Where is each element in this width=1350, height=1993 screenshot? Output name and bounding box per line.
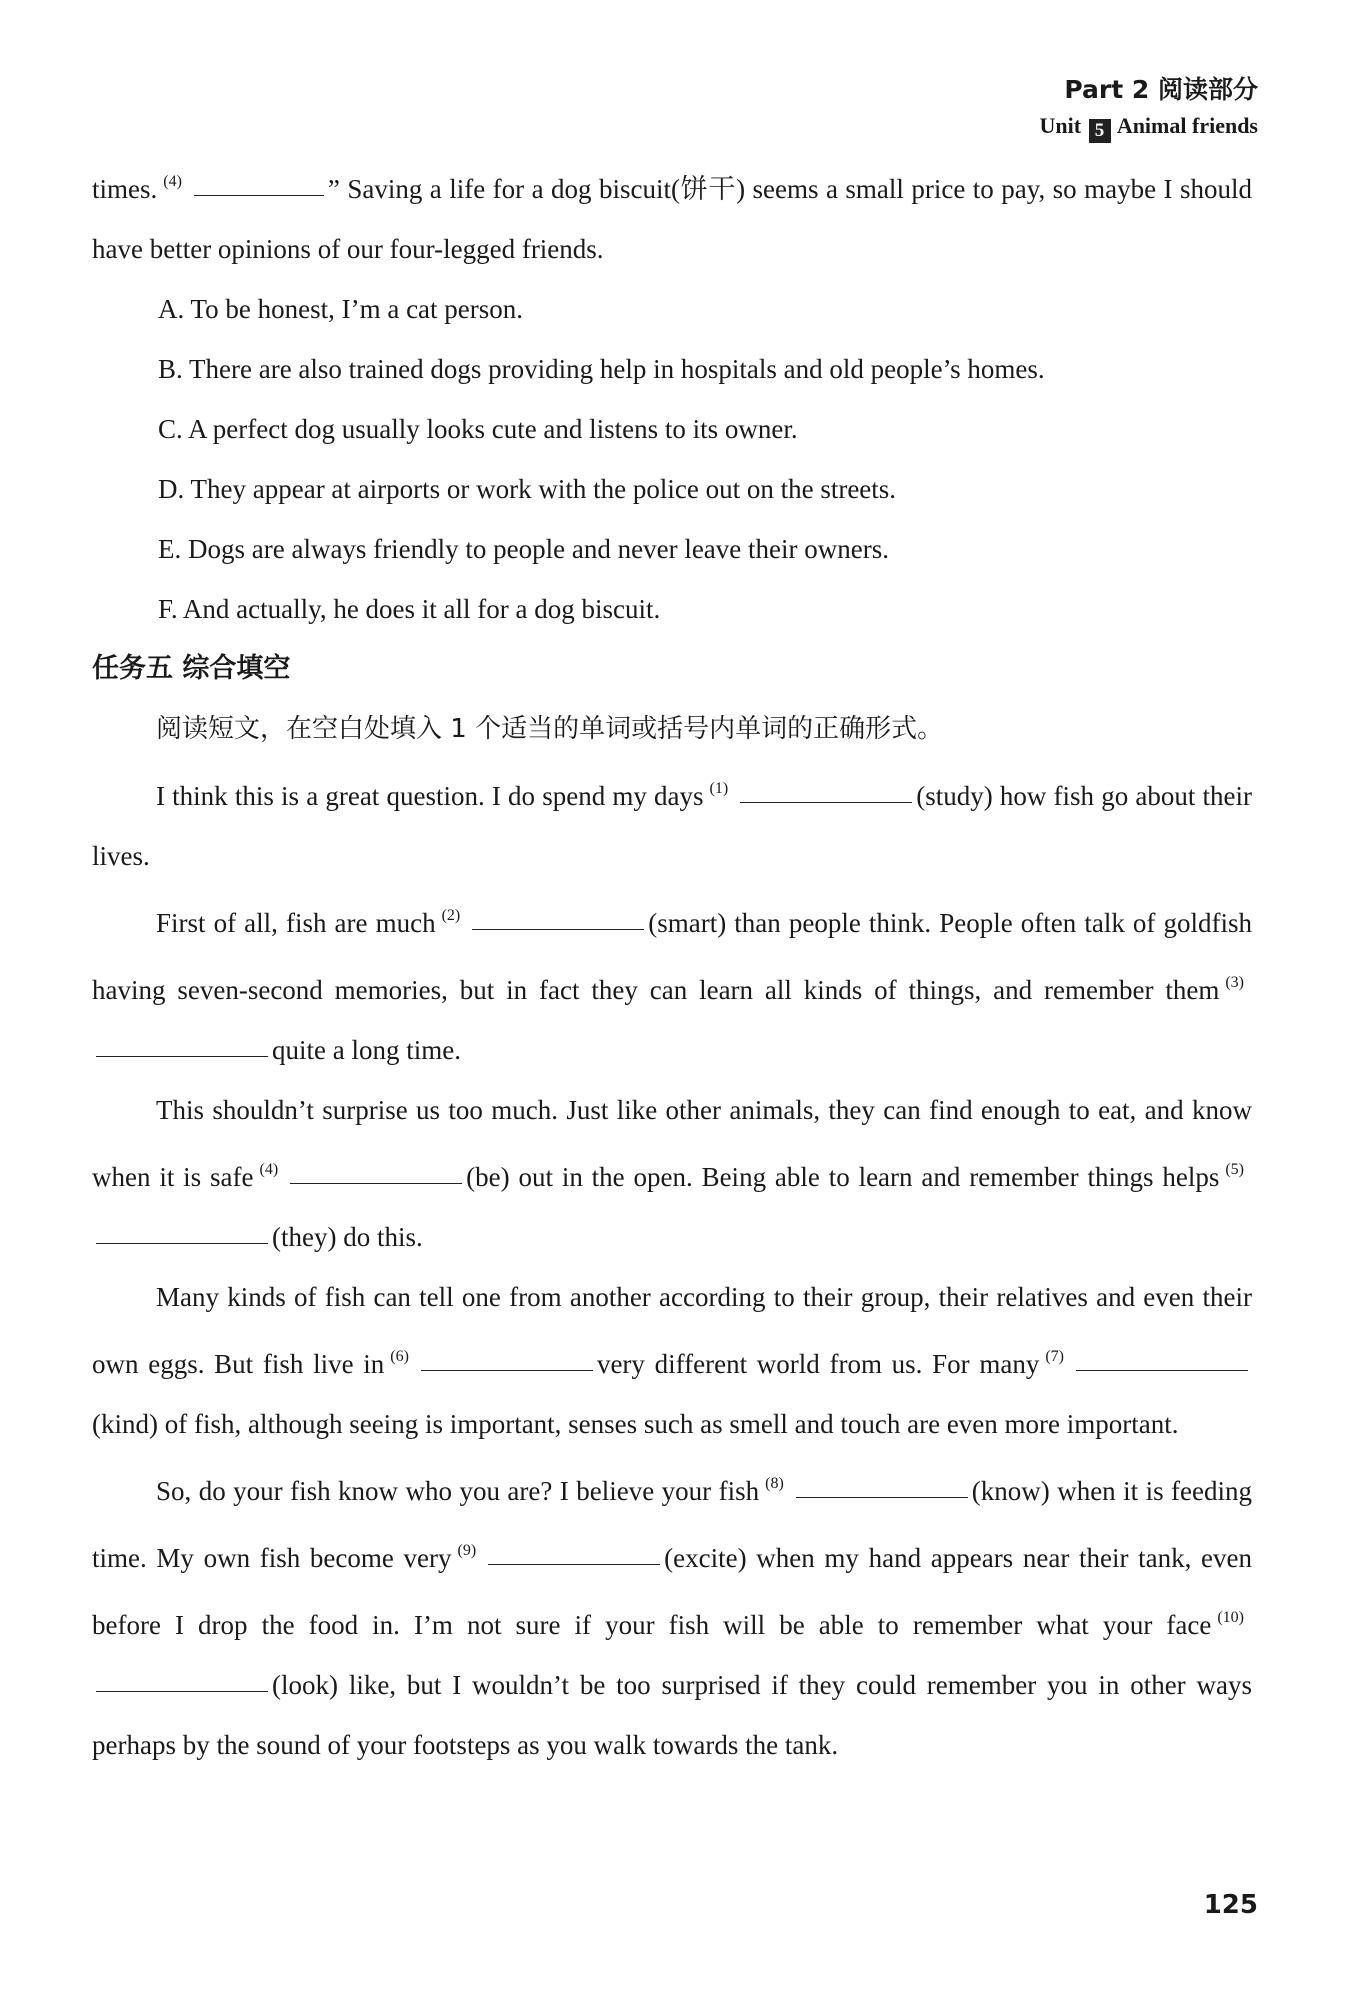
page-number: 125	[1203, 1890, 1258, 1920]
options-list	[92, 279, 1252, 639]
unit-number-badge: 5	[1089, 119, 1111, 143]
paragraph-5: So, do your fish know who you are? I believe your fish $^{(8)}$ (know) when it is feeding time. My own fish become very $^{(9)}$ (excite) when my hand appears near their tank, even before I drop the food in. I’m not sure if your fish will be able to remember what your face $^{(10)}$(look) like, but I wouldn’t be too surprised if they could remember you in other ways perhaps by the sound of your footsteps as you walk towards the tank.	[92, 1475, 1253, 1760]
answer-blank-6[interactable]	[421, 1369, 593, 1371]
blank-number: (4)	[259, 1161, 279, 1178]
blank-number: (3)	[1225, 974, 1244, 991]
page-content	[92, 152, 1252, 1775]
task-instruction: 阅读短文，在空白处填入 1 个适当的单词或括号内单词的正确形式。	[156, 714, 944, 744]
blank-number: (6)	[390, 1348, 409, 1365]
answer-blank-10[interactable]	[96, 1690, 268, 1692]
answer-blank-7[interactable]	[1076, 1369, 1248, 1371]
answer-blank-3[interactable]	[96, 1055, 268, 1057]
blank-number: (4)	[163, 173, 182, 190]
blank-number: (9)	[457, 1542, 477, 1559]
answer-blank-9[interactable]	[488, 1563, 660, 1565]
paragraph-2: First of all, fish are much $^{(2)}$ (smart) than people think. People often talk of goldfish having seven-second memories, but in fact they can learn all kinds of things, and remember them $^{(3)}$quite a long time.	[92, 907, 1252, 1065]
blank-number: (5)	[1225, 1161, 1244, 1178]
paragraph-3: This shouldn’t surprise us too much. Just like other animals, they can find enough to eat, and know when it is safe $^{(4)}$ (be) out in the open. Being able to learn and remember things helps $^{(5)}$(they) do this.	[92, 1095, 1252, 1252]
answer-blank-1[interactable]	[740, 801, 912, 803]
option-d: D. They appear at airports or work with the police out on the streets.	[158, 474, 897, 504]
option-e: E. Dogs are always friendly to people and never leave their owners.	[158, 534, 889, 564]
answer-blank-4[interactable]	[194, 194, 324, 196]
option-b: B. There are also trained dogs providing help in hospitals and old people’s homes.	[158, 354, 1045, 384]
blank-number: (2)	[441, 907, 461, 924]
blank-number: (7)	[1045, 1348, 1064, 1365]
passage-continuation: times. $^{(4)}$ ” Saving a life for a dog biscuit(饼干) seems a small price to pay, so maybe I should have better opinions of our four-legged friends.	[92, 173, 1252, 264]
answer-blank-8[interactable]	[796, 1496, 968, 1498]
blank-number: (8)	[765, 1475, 784, 1492]
page-header	[1039, 72, 1258, 143]
blank-number: (1)	[709, 780, 729, 797]
paragraph-1: I think this is a great question. I do spend my days $^{(1)}$ (study) how fish go about their lives.	[92, 780, 1253, 871]
option-c: C. A perfect dog usually looks cute and listens to its owner.	[158, 414, 798, 444]
answer-blank-2[interactable]	[472, 928, 644, 930]
blank-number: (10)	[1217, 1609, 1244, 1626]
answer-blank-5[interactable]	[96, 1242, 268, 1244]
option-a: A. To be honest, I’m a cat person.	[158, 294, 524, 324]
part-title: Part 2 阅读部分	[1064, 75, 1258, 104]
paragraph-4: Many kinds of fish can tell one from another according to their group, their relatives and even their own eggs. But fish live in $^{(6)}$ very different world from us. For many $^{(7)}$(kind) of fish, although seeing is important, senses such as smell and touch are even more important.	[92, 1282, 1252, 1439]
task-title: 任务五 综合填空	[92, 653, 291, 684]
option-f: F. And actually, he does it all for a dog biscuit.	[158, 594, 661, 624]
answer-blank-4b[interactable]	[290, 1182, 462, 1184]
unit-title	[1039, 110, 1258, 143]
unit-prefix: Unit	[1039, 113, 1082, 138]
unit-name: Animal friends	[1116, 113, 1258, 138]
